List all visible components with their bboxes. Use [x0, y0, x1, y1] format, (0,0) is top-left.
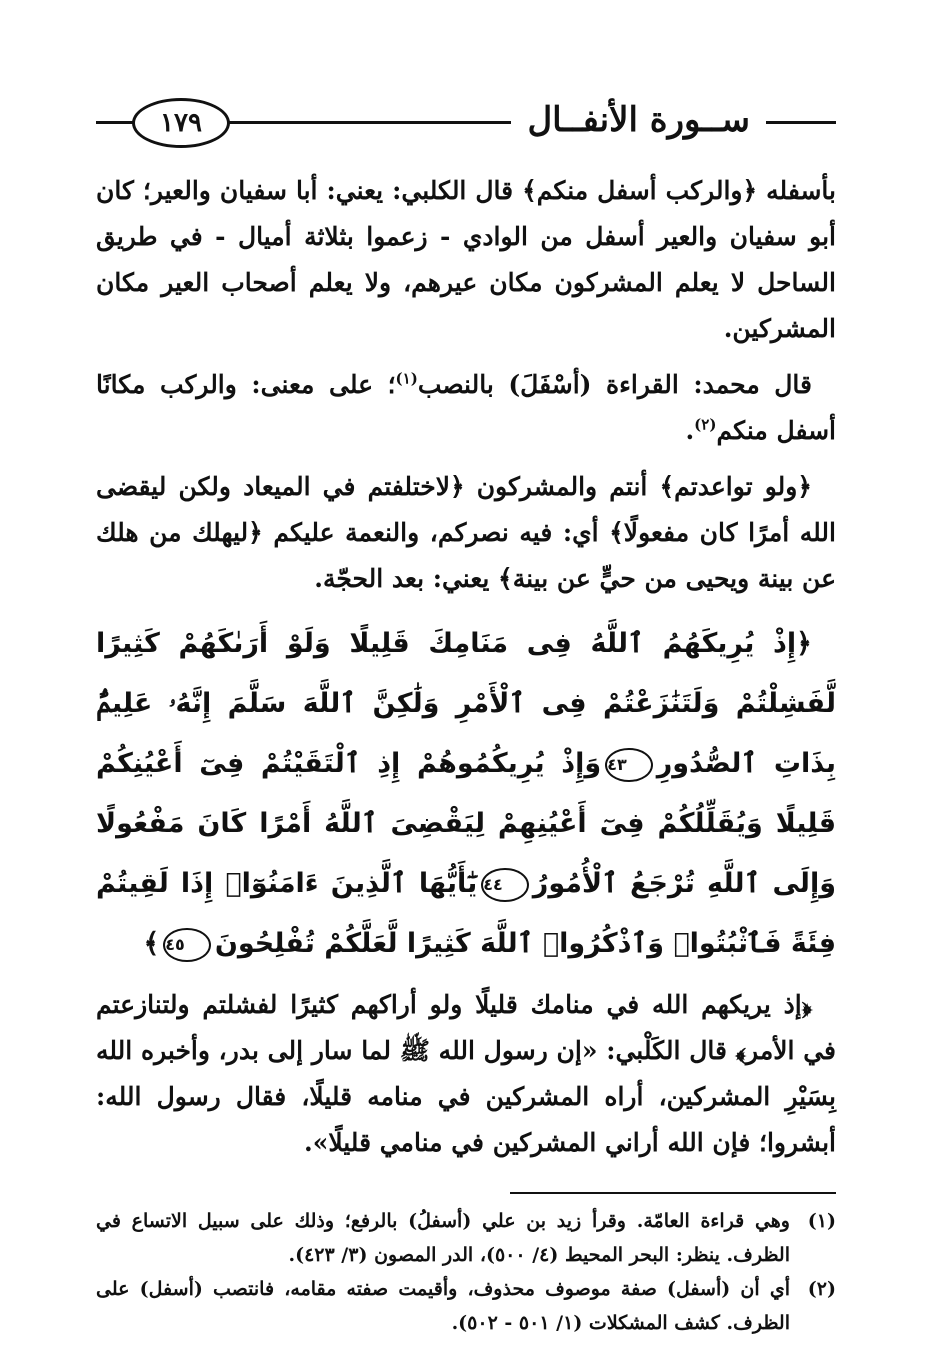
footnote-text: وهي قراءة العامّة. وقرأ زيد بن علي (أسفلُ) بالرفع؛ وذلك على سبيل الاتساع في الظرف. ينظر: البحر المحيط (٤/ ٥٠٠)، الدر المصون (٣/ ٤٢٣).: [96, 1210, 790, 1266]
page-number: ١٧٩: [132, 98, 230, 148]
quran-verses: [96, 614, 836, 974]
paragraph-2-text-middle: ؛ على معنى: والركب مكانًا أسفل منكم: [96, 370, 836, 445]
footnote-ref-1: (١): [395, 369, 418, 388]
footnote-number: (١): [807, 1210, 836, 1232]
paragraph-2-text-end: .: [685, 416, 695, 445]
footnote-text: أي أن (أسفل) صفة موصوف محذوف، وأقيمت صفته مقامه، فانتصب (أسفل) على الظرف. كشف المشكلات (١/ ٥٠١ - ٥٠٢).: [96, 1278, 790, 1334]
footnote-separator: [510, 1192, 836, 1194]
quran-verse-45: يَٰٓأَيُّهَا ٱلَّذِينَ ءَامَنُوٓا۟ إِذَا لَقِيتُمْ فِئَةً فَٱثْبُتُوا۟ وَٱذْكُرُوا۟ ٱللَّهَ كَثِيرًا لَّعَلَّكُمْ تُفْلِحُونَ: [96, 868, 836, 959]
ayah-number-43: ٤٣: [605, 748, 653, 782]
footnotes: [96, 1204, 836, 1340]
footnote-ref-2: (٢): [694, 415, 717, 434]
page-header: [96, 92, 836, 154]
footnote-1: [96, 1204, 836, 1272]
quran-verse-43: ﴿إِذْ يُرِيكَهُمُ ٱللَّهُ فِى مَنَامِكَ قَلِيلًا وَلَوْ أَرَىٰكَهُمْ كَثِيرًا لَّفَشِلْتُمْ وَلَتَنَٰزَعْتُمْ فِى ٱلْأَمْرِ وَلَٰكِنَّ ٱللَّهَ سَلَّمَ إِنَّهُۥ عَلِيمٌۢ بِذَاتِ ٱلصُّدُورِ: [96, 628, 836, 779]
book-page: [96, 92, 836, 1340]
quran-closing-bracket: ﴾: [143, 928, 160, 959]
quran-verse-44: وَإِذْ يُرِيكُمُوهُمْ إِذِ ٱلْتَقَيْتُمْ فِىٓ أَعْيُنِكُمْ قَلِيلًا وَيُقَلِّلُكُمْ فِىٓ أَعْيُنِهِمْ لِيَقْضِىَ ٱللَّهُ أَمْرًا كَانَ مَفْعُولًا وَإِلَى ٱللَّهِ تُرْجَعُ ٱلْأُمُورُ: [96, 748, 836, 899]
commentary-paragraph-2: [96, 362, 836, 454]
commentary-paragraph-3: ﴿ولو تواعدتم﴾ أنتم والمشركون ﴿لاختلفتم في الميعاد ولكن ليقضى الله أمرًا كان مفعولًا﴾ أي: فيه نصركم، والنعمة عليكم ﴿ليهلك من هلك عن بينة ويحيى من حيٍّ عن بينة﴾ يعني: بعد الحجّة.: [96, 472, 836, 593]
commentary-paragraph-4: ﴿إذ يريكهم الله في منامك قليلًا ولو أراكهم كثيرًا لفشلتم ولتنازعتم في الأمر﴾ قال الكَلْبي: «إن رسول الله ﷺ لما سار إلى بدر، وأخبره الله بِسَيْرِ المشركين، أراه المشركين في منامه قليلًا، فقال رسول الله: أبشروا؛ فإن الله أراني المشركين في منامي قليلًا».: [96, 990, 836, 1157]
paragraph-2-text-start: قال محمد: القراءة (أسْفَلَ) بالنصب: [417, 370, 812, 399]
ayah-number-45: ٤٥: [163, 928, 211, 962]
footnote-2: [96, 1272, 836, 1340]
surah-title: ســورة الأنفــال: [511, 94, 766, 146]
commentary-paragraph-1: بأسفله ﴿والركب أسفل منكم﴾ قال الكلبي: يعني: أبا سفيان والعير؛ كان أبو سفيان والعير أسفل من الوادي - زعموا بثلاثة أميال - في طريق الساحل لا يعلم المشركون مكان عيرهم، ولا يعلم أصحاب العير مكان المشركين.: [96, 176, 836, 343]
ayah-number-44: ٤٤: [481, 868, 529, 902]
footnote-number: (٢): [807, 1278, 836, 1300]
